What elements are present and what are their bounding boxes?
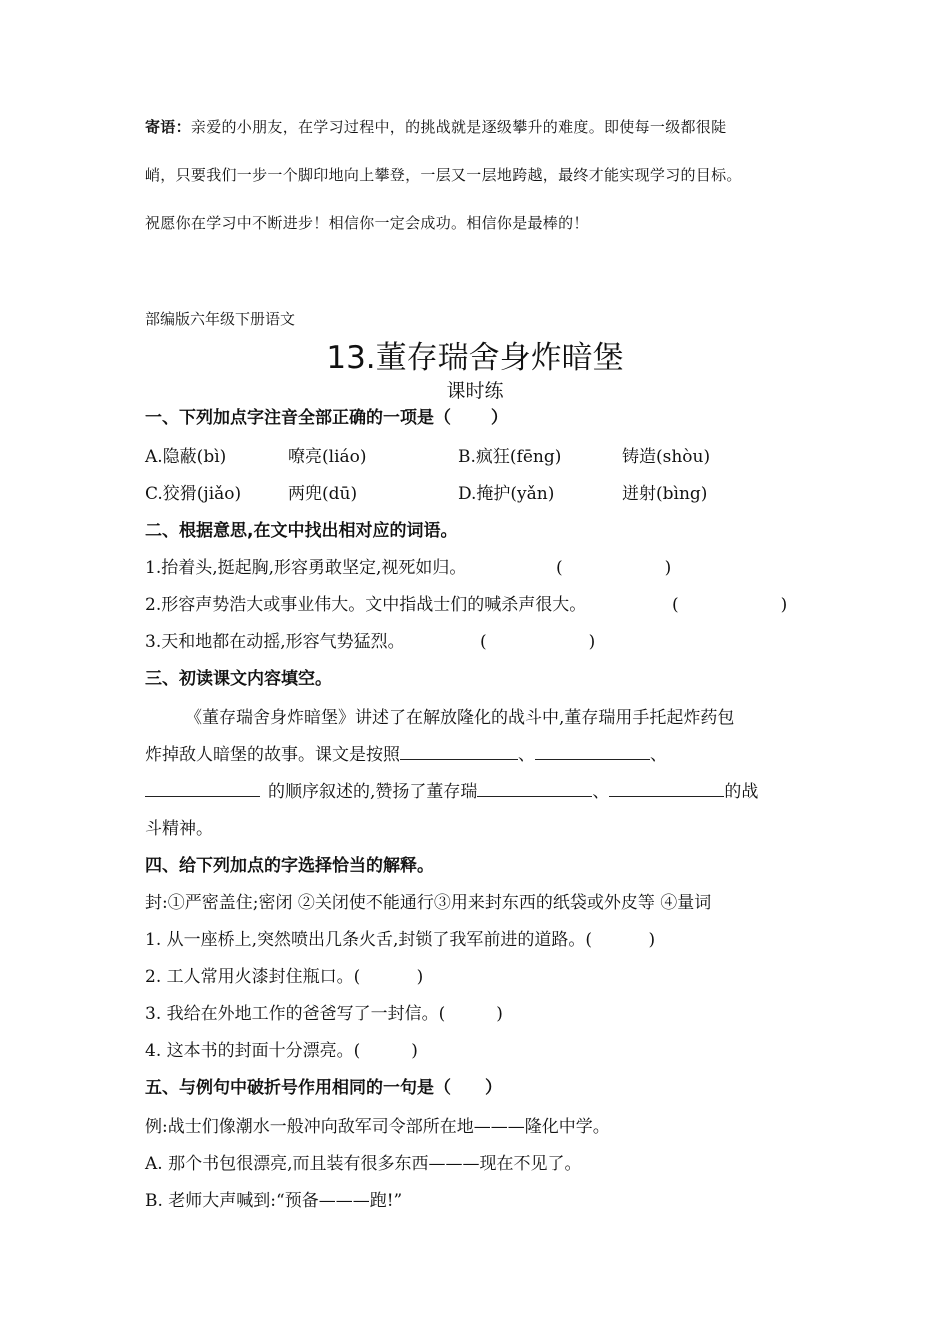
fill-blank-2[interactable] <box>535 743 650 760</box>
section4-question-4: 4. 这本书的封面十分漂亮。( ) <box>145 1041 418 1061</box>
section4-question-1: 1. 从一座桥上,突然喷出几条火舌,封锁了我军前进的道路。( ) <box>145 930 656 950</box>
fill-blank-3[interactable] <box>145 780 260 797</box>
section2-question-2: 2.形容声势浩大或事业伟大。文中指战士们的喊杀声很大。 <box>145 595 587 615</box>
option-a-1: A.隐蔽(bì) <box>145 447 227 467</box>
motto-line-2: 峭，只要我们一步一个脚印地向上攀登，一层又一层地跨越，最终才能实现学习的目标。 <box>145 166 742 184</box>
option-b: B. 老师大声喊到:“预备———跑!” <box>145 1191 403 1211</box>
answer-paren-1: ( ) <box>556 558 672 578</box>
option-a-2: 嘹亮(liáo) <box>288 447 367 467</box>
section3-paragraph-line-2: 炸掉敌人暗堡的故事。课文是按照 、 、 <box>145 745 667 765</box>
fill-blank-4[interactable] <box>477 780 592 797</box>
section4-question-2: 2. 工人常用火漆封住瓶口。( ) <box>145 967 424 987</box>
definition-line: 封:①严密盖住;密闭 ②关闭使不能通行③用来封东西的纸袋或外皮等 ④量词 <box>145 893 712 913</box>
option-b-1: B.疯狂(fēng) <box>458 447 562 467</box>
section2-heading: 二、根据意思,在文中找出相对应的词语。 <box>145 521 458 541</box>
section4-question-3: 3. 我给在外地工作的爸爸写了一封信。( ) <box>145 1004 503 1024</box>
option-a: A. 那个书包很漂亮,而且装有很多东西———现在不见了。 <box>145 1154 582 1174</box>
section2-question-1: 1.抬着头,挺起胸,形容勇敢坚定,视死如归。 <box>145 558 467 578</box>
page-subtitle: 课时练 <box>446 380 504 402</box>
fill-blank-5[interactable] <box>609 780 724 797</box>
option-d-1: D.掩护(yǎn) <box>458 484 555 504</box>
example-sentence: 例:战士们像潮水一般冲向敌军司令部所在地———隆化中学。 <box>145 1117 610 1137</box>
section2-question-3: 3.天和地都在动摇,形容气势猛烈。 <box>145 632 405 652</box>
fill-blank-1[interactable] <box>400 743 518 760</box>
section3-paragraph-line-1: 《董存瑞舍身炸暗堡》讲述了在解放隆化的战斗中,董存瑞用手托起炸药包 <box>185 708 735 728</box>
section4-heading: 四、给下列加点的字选择恰当的解释。 <box>145 856 434 876</box>
option-b-2: 铸造(shòu) <box>622 447 711 467</box>
section1-heading: 一、下列加点字注音全部正确的一项是（ ） <box>145 408 508 428</box>
section3-paragraph-line-4: 斗精神。 <box>145 819 213 839</box>
motto-line-3: 祝愿你在学习中不断进步！相信你一定会成功。相信你是最棒的！ <box>145 214 589 232</box>
section5-heading: 五、与例句中破折号作用相同的一句是（ ） <box>145 1078 502 1098</box>
answer-paren-3: ( ) <box>480 632 596 652</box>
option-c-1: C.狡猾(jiǎo) <box>145 484 242 504</box>
section3-paragraph-line-3: 的顺序叙述的,赞扬了董存瑞 、 的战 <box>145 777 758 802</box>
answer-paren-2: ( ) <box>672 595 788 615</box>
motto-line-1: 寄语：亲爱的小朋友，在学习过程中，的挑战就是逐级攀升的难度。即使每一级都很陡 <box>145 118 727 136</box>
option-c-2: 两兜(dū) <box>288 484 358 504</box>
page-title: 13.董存瑞舍身炸暗堡 <box>326 340 624 376</box>
section3-heading: 三、初读课文内容填空。 <box>145 669 332 689</box>
option-d-2: 迸射(bìng) <box>622 484 708 504</box>
motto-label: 寄语： <box>145 118 191 136</box>
grade-label: 部编版六年级下册语文 <box>145 310 296 328</box>
